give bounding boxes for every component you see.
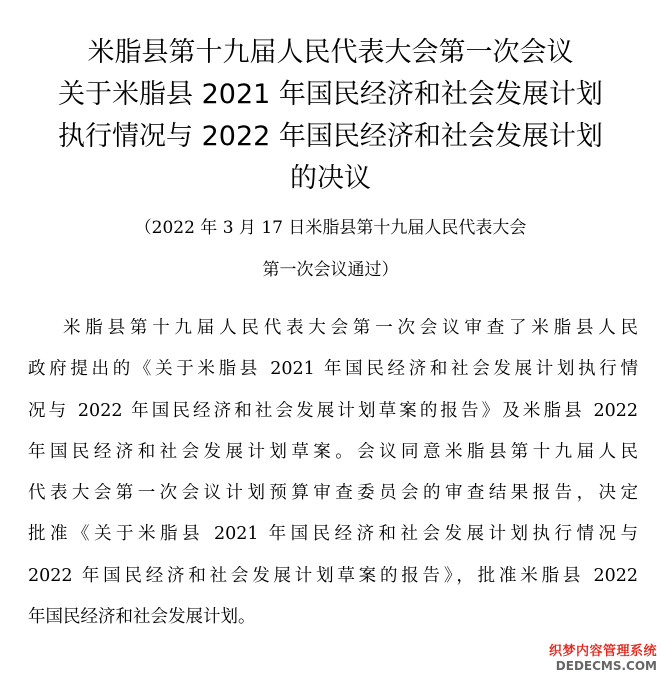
watermark-line-1: 织梦内容管理系统 [548, 644, 657, 659]
watermark-line-2: DEDECMS.COM [555, 659, 657, 673]
body-line-3: 况与 2022 年国民经济和社会发展计划草案的报告》及米脂县 2022 [28, 400, 638, 421]
title-line-1: 米脂县第十九届人民代表大会第一次会议 [87, 37, 574, 69]
document-title [0, 32, 661, 200]
resolution-body [28, 308, 638, 638]
body-line-4: 年国民经济和社会发展计划草案。会议同意米脂县第十九届人民 [28, 441, 638, 462]
adoption-note-line-1: （2022 年 3 月 17 日米脂县第十九届人民代表大会 [134, 218, 527, 238]
title-line-4: 的决议 [290, 163, 371, 195]
title-line-3: 执行情况与 2022 年国民经济和社会发展计划 [58, 121, 603, 153]
body-line-6: 批准《关于米脂县 2021 年国民经济和社会发展计划执行情况与 [28, 524, 638, 545]
adoption-note-line-2: 第一次会议通过） [262, 260, 399, 280]
body-line-8: 年国民经济和社会发展计划。 [28, 607, 256, 628]
title-line-2: 关于米脂县 2021 年国民经济和社会发展计划 [58, 79, 603, 111]
body-line-5: 代表大会第一次会议计划预算审查委员会的审查结果报告，决定 [28, 483, 638, 504]
body-line-1: 米脂县第十九届人民代表大会第一次会议审查了米脂县人民 [63, 318, 638, 338]
dedecms-watermark [535, 640, 657, 678]
body-line-7: 2022 年国民经济和社会发展计划草案的报告》，批准米脂县 2022 [28, 565, 638, 586]
body-line-2: 政府提出的《关于米脂县 2021 年国民经济和社会发展计划执行情 [28, 359, 638, 380]
adoption-note [0, 207, 661, 291]
